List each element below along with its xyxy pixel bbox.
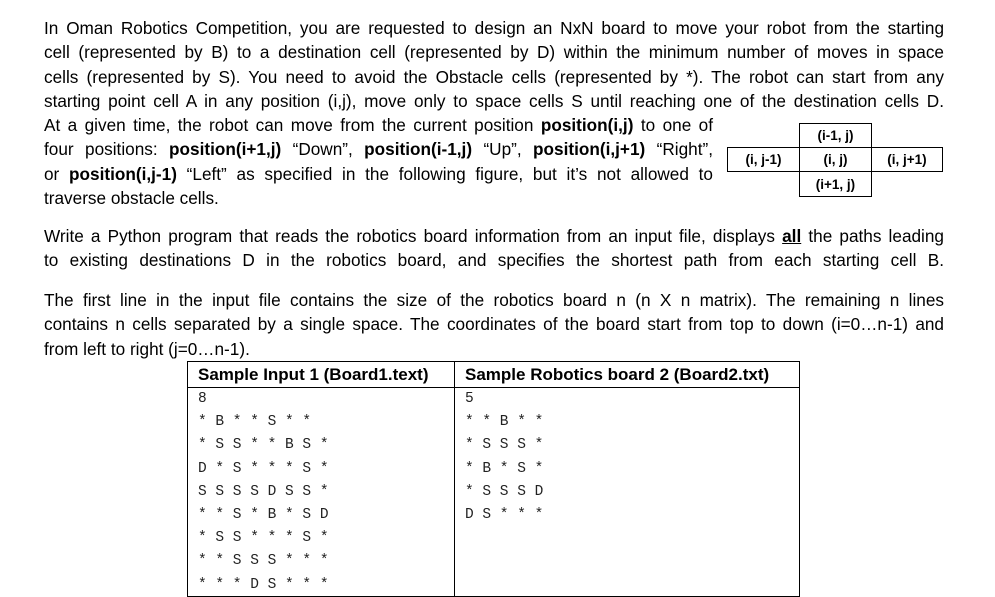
board1-row: * S S * * B S *: [198, 437, 329, 454]
board1-row: * * S S S * * *: [198, 553, 329, 570]
board2-row: * B * S *: [465, 460, 544, 477]
position-term: position(i,j+1): [533, 139, 646, 160]
cell-center: (i, j): [799, 147, 872, 172]
moves-paragraph: [44, 113, 713, 210]
board2-row: * S S S D: [465, 483, 544, 500]
board1-row: * S S * * * S *: [198, 530, 329, 547]
task-line-2: to existing destinations D in the robotics board, and specifies the shortest path from each starting cell B.: [44, 250, 944, 271]
sample2-header: Sample Robotics board 2 (Board2.txt): [454, 362, 799, 388]
board1-row: * * * D S * * *: [198, 576, 329, 593]
board1-row: 8: [198, 391, 207, 407]
board1-row: * * S * B * S D: [198, 506, 329, 523]
format-paragraph: [44, 288, 944, 361]
cell-up: (i-1, j): [799, 123, 872, 148]
samples-table: [187, 361, 800, 597]
intro-line: In Oman Robotics Competition, you are requested to design an NxN board to move your robot from the starting: [44, 18, 944, 38]
cell-down: (i+1, j): [799, 171, 872, 197]
board1-row: * B * * S * *: [198, 414, 312, 431]
position-term: position(i+1,j): [169, 139, 282, 160]
position-term: position(i,j-1): [69, 163, 177, 184]
board2-row: * S S S *: [465, 437, 544, 454]
board2-row: D S * * *: [465, 506, 544, 523]
task-paragraph: [44, 224, 944, 273]
cell-left: (i, j-1): [727, 147, 800, 172]
intro-line: cells (represented by S). You need to avoid the Obstacle cells (represented by *). The robot can start from any: [44, 66, 944, 87]
board1-row: S S S S D S S *: [198, 483, 329, 500]
position-term: position(i-1,j): [364, 139, 473, 160]
moves-line-3: or position(i,j-1) “Left” as specified in the following figure, but it’s not allowed to: [44, 163, 713, 184]
board1-content: [198, 388, 329, 597]
board2-row: * * B * *: [465, 414, 544, 431]
task-line-1: Write a Python program that reads the robotics board information from an input file, displays all the paths leading: [44, 226, 944, 246]
emphasis-all: all: [782, 226, 802, 246]
cell-right: (i, j+1): [871, 147, 943, 172]
format-line: from left to right (j=0…n-1).: [44, 338, 250, 359]
board2-content: [465, 388, 543, 527]
direction-figure: [727, 123, 943, 197]
board2-row: 5: [465, 391, 474, 407]
sample1-header: Sample Input 1 (Board1.text): [188, 362, 455, 388]
format-line: The first line in the input file contains the size of the robotics board n (n X n matrix). The remaining n lines: [44, 290, 944, 310]
moves-line-2: four positions: position(i+1,j) “Down”, position(i-1,j) “Up”, position(i,j+1) “Right”,: [44, 139, 713, 160]
intro-paragraph: [44, 16, 944, 113]
intro-line: starting point cell A in any position (i,j), move only to space cells S until reaching one of the destination cells D.: [44, 90, 944, 111]
moves-line-1: At a given time, the robot can move from the current position position(i,j) to one of: [44, 115, 714, 135]
position-term: position(i,j): [540, 115, 634, 135]
intro-line: cell (represented by B) to a destination cell (represented by D) within the minimum number of moves in space: [44, 42, 944, 63]
moves-line-4: traverse obstacle cells.: [44, 187, 219, 208]
board1-row: D * S * * * S *: [198, 460, 329, 477]
format-line: contains n cells separated by a single space. The coordinates of the board start from top to down (i=0…n-1) and: [44, 314, 944, 335]
column-divider: [454, 362, 455, 596]
